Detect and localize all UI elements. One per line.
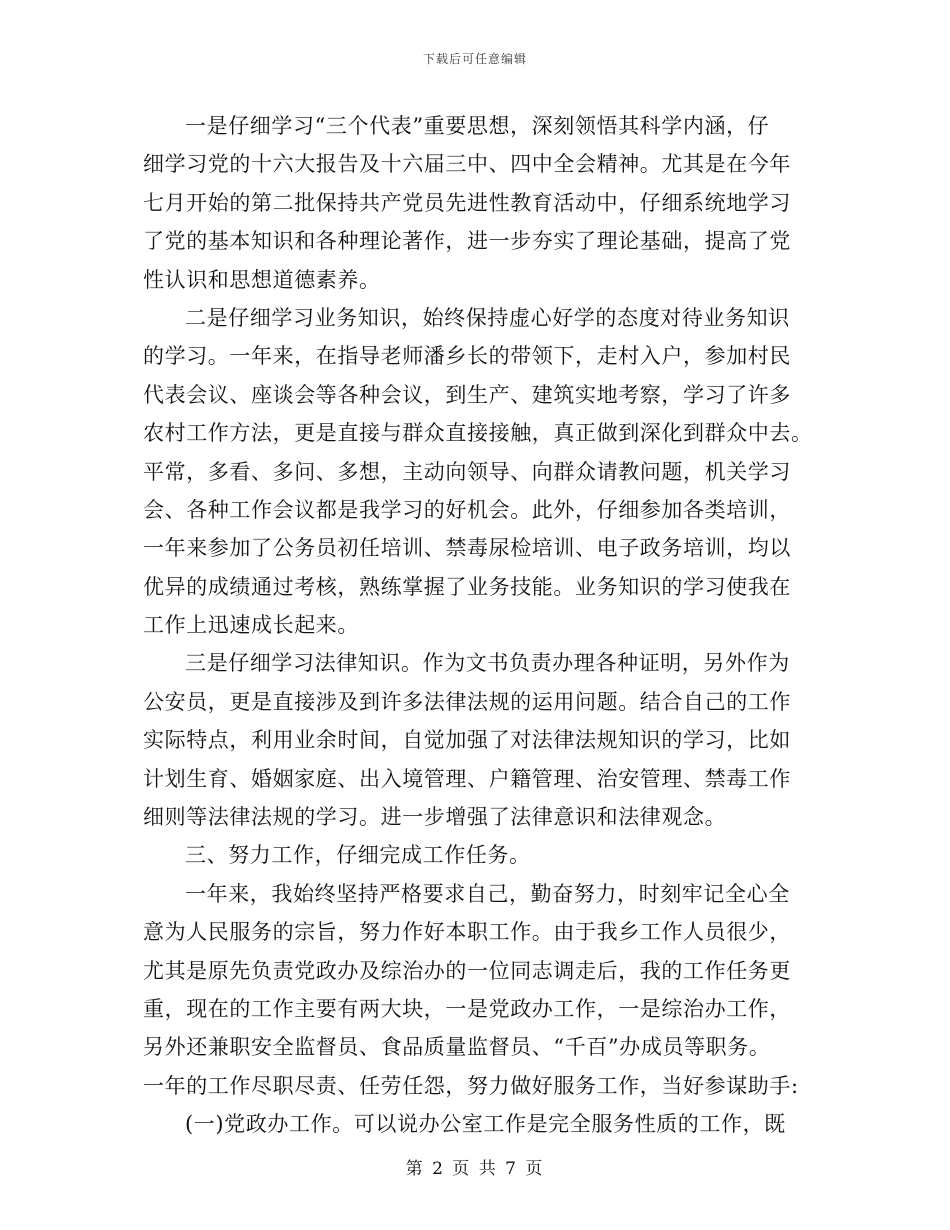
text-line: 细则等法律法规的学习。进一步增强了法律意识和法律观念。 bbox=[143, 805, 727, 830]
text-line: 工作上迅速成长起来。 bbox=[143, 613, 359, 638]
section-heading: 三、努力工作，仔细完成工作任务。 bbox=[185, 843, 531, 868]
text-line: 细学习党的十六大报告及十六届三中、四中全会精神。尤其是在今年 bbox=[143, 152, 791, 177]
text-line: 会、各种工作会议都是我学习的好机会。此外，仔细参加各类培训， bbox=[143, 497, 791, 522]
text-line: 三是仔细学习法律知识。作为文书负责办理各种证明，另外作为 bbox=[185, 651, 790, 676]
text-line: 性认识和思想道德素养。 bbox=[143, 267, 381, 292]
text-line: 一是仔细学习“三个代表”重要思想，深刻领悟其科学内涵，仔 bbox=[185, 114, 770, 138]
text-line: 平常，多看、多问、多想，主动向领导、向群众请教问题，机关学习 bbox=[143, 459, 791, 484]
text-line: 重，现在的工作主要有两大块，一是党政办工作，一是综治办工作， bbox=[143, 996, 791, 1021]
text-line: 尤其是原先负责党政办及综治办的一位同志调走后，我的工作任务更 bbox=[143, 958, 791, 983]
text-line: 公安员，更是直接涉及到许多法律法规的运用问题。结合自己的工作 bbox=[143, 689, 791, 714]
text-line: 的学习。一年来，在指导老师潘乡长的带领下，走村入户，参加村民 bbox=[143, 344, 791, 369]
text-line: (一)党政办工作。可以说办公室工作是完全服务性质的工作，既 bbox=[185, 1112, 786, 1137]
text-line: 实际特点，利用业余时间，自觉加强了对法律法规知识的学习，比如 bbox=[143, 728, 791, 753]
text-line: 二是仔细学习业务知识，始终保持虚心好学的态度对待业务知识 bbox=[185, 305, 790, 330]
text-line: 了党的基本知识和各种理论著作，进一步夯实了理论基础，提高了党 bbox=[143, 229, 791, 254]
text-line: 农村工作方法，更是直接与群众直接接触，真正做到深化到群众中去。 bbox=[143, 421, 813, 446]
text-line: 一年来参加了公务员初任培训、禁毒尿检培训、电子政务培训，均以 bbox=[143, 536, 791, 561]
text-line: 一年来，我始终坚持严格要求自己，勤奋努力，时刻牢记全心全 bbox=[185, 881, 790, 906]
text-line: 优异的成绩通过考核，熟练掌握了业务技能。业务知识的学习使我在 bbox=[143, 574, 791, 599]
text-line: 七月开始的第二批保持共产党员先进性教育活动中，仔细系统地学习 bbox=[143, 190, 791, 215]
text-line: 一年的工作尽职尽责、任劳任怨，努力做好服务工作，当好参谋助手: bbox=[143, 1073, 799, 1098]
text-line: 意为人民服务的宗旨，努力作好本职工作。由于我乡工作人员很少， bbox=[143, 920, 791, 945]
text-line: 另外还兼职安全监督员、食品质量监督员、“千百”办成员等职务。 bbox=[143, 1035, 771, 1060]
document-body bbox=[143, 107, 813, 1144]
page-header: 下载后可任意编辑 bbox=[422, 52, 527, 66]
text-line: 代表会议、座谈会等各种会议，到生产、建筑实地考察，学习了许多 bbox=[143, 382, 791, 407]
page-footer: 第 2 页 共 7 页 bbox=[405, 1159, 545, 1179]
text-line: 计划生育、婚姻家庭、出入境管理、户籍管理、治安管理、禁毒工作 bbox=[143, 766, 791, 791]
